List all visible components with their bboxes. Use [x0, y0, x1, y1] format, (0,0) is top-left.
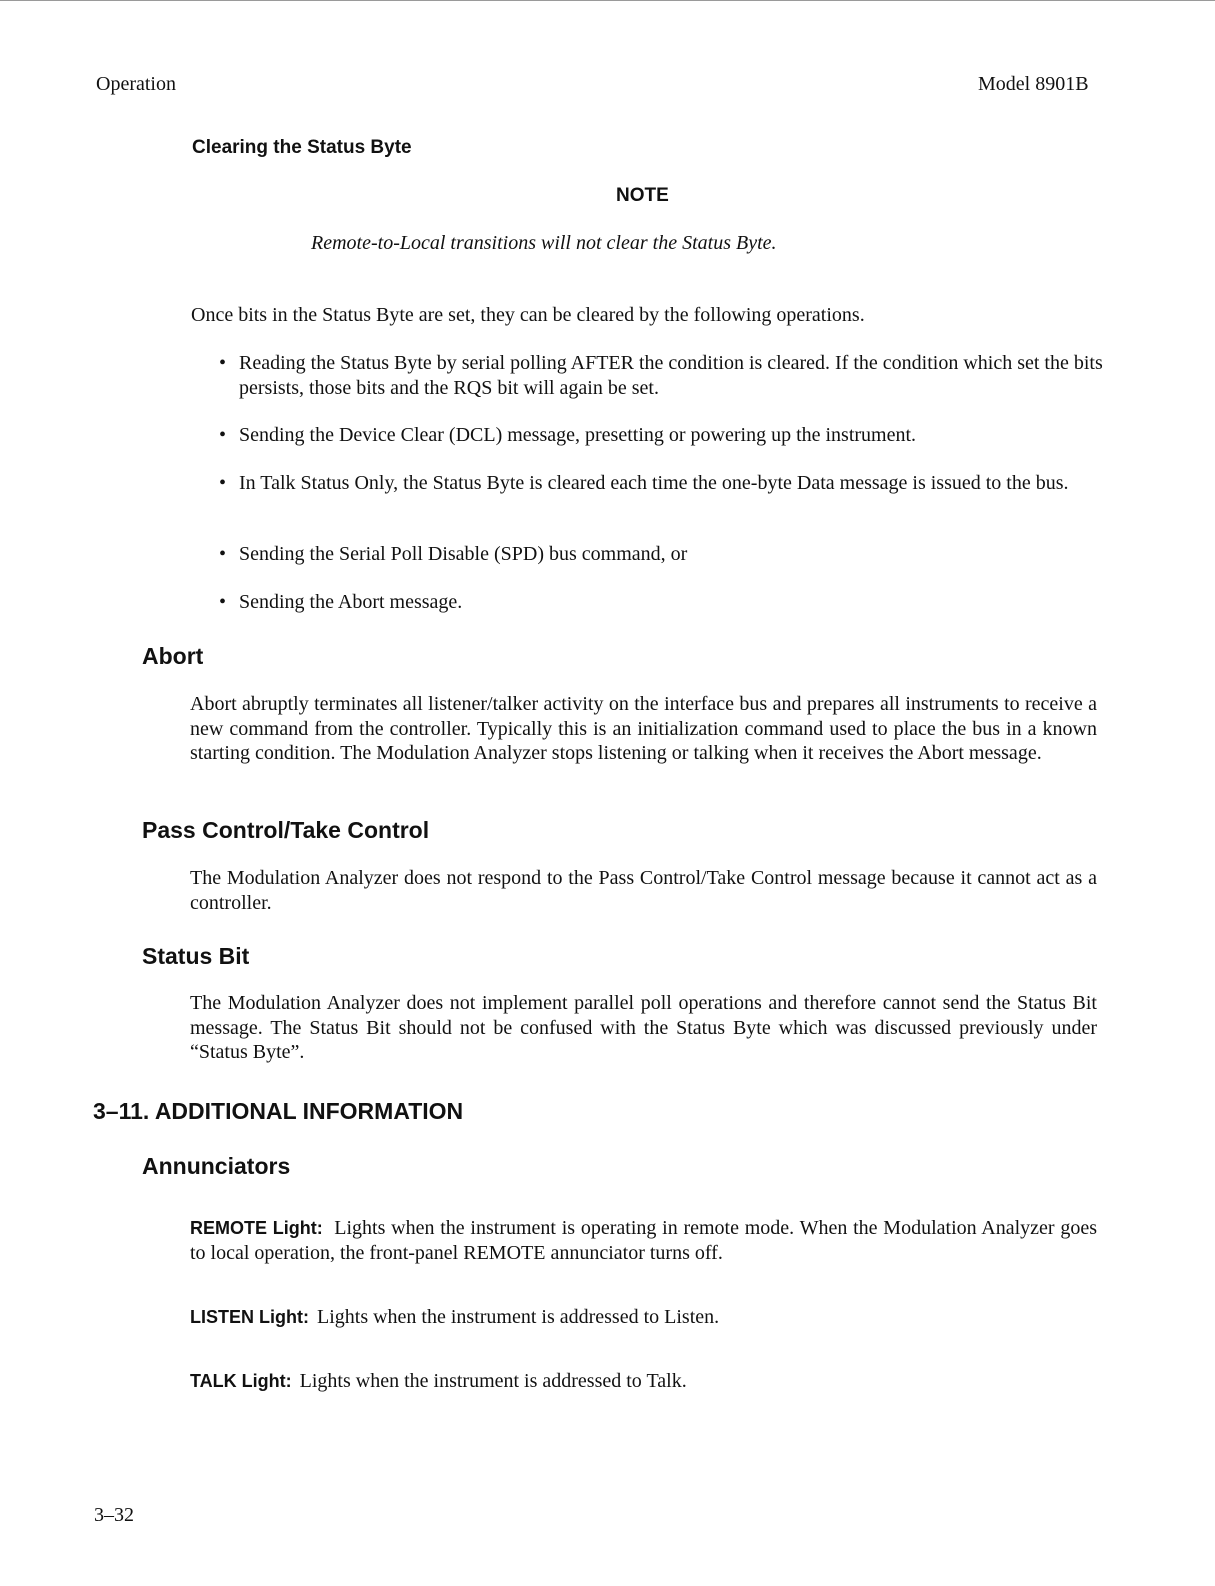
- abort-heading: Abort: [142, 643, 204, 669]
- bullet-icon: •: [219, 472, 227, 494]
- list-item: [219, 542, 1109, 567]
- clearing-status-byte-heading: Clearing the Status Byte: [192, 137, 412, 158]
- annunciators-heading: Annunciators: [142, 1153, 291, 1179]
- bullet-icon: •: [219, 352, 227, 374]
- list-item: [219, 590, 1109, 615]
- remote-light-label: REMOTE Light:: [190, 1218, 323, 1238]
- status-bit-body: The Modulation Analyzer does not implement parallel poll operations and therefore cannot send the Status Bit message. The Status Bit should not be confused with the Status Byte which was discussed previously under “Status Byte”.: [190, 992, 1097, 1063]
- list-item-text: In Talk Status Only, the Status Byte is cleared each time the one-byte Data message is issued to the bus.: [239, 472, 1069, 494]
- additional-information-heading: 3–11. ADDITIONAL INFORMATION: [93, 1098, 464, 1124]
- list-item-text: Sending the Abort message.: [239, 591, 463, 613]
- status-bit-heading: Status Bit: [142, 943, 250, 969]
- remote-light-entry: [190, 1216, 1097, 1265]
- bullet-icon: •: [219, 591, 227, 613]
- list-item-text: Reading the Status Byte by serial polling AFTER the condition is cleared. If the condition which set the bits persists, those bits and the RQS bit will again be set.: [239, 352, 1103, 399]
- header-section-label: Operation: [96, 73, 176, 95]
- header-model-label: Model 8901B: [978, 73, 1089, 95]
- pass-control-heading: Pass Control/Take Control: [142, 817, 430, 843]
- clearing-intro: Once bits in the Status Byte are set, they can be cleared by the following operations.: [191, 304, 865, 326]
- top-rule: [0, 0, 1215, 1]
- list-item: [219, 471, 1109, 521]
- talk-light-text: Lights when the instrument is addressed to Talk.: [299, 1370, 687, 1392]
- list-item: [219, 423, 1109, 448]
- bullet-icon: •: [219, 543, 227, 565]
- bullet-icon: •: [219, 424, 227, 446]
- pass-control-body: The Modulation Analyzer does not respond to the Pass Control/Take Control message because it cannot act as a controller.: [190, 867, 1097, 914]
- abort-body: Abort abruptly terminates all listener/talker activity on the interface bus and prepares all instruments to receive a new command from the controller. Typically this is an initialization command used to place the bus in a known starting condition. The Modulation Analyzer stops listening or talking when it receives the Abort message.: [190, 693, 1097, 764]
- note-text: Remote-to-Local transitions will not clear the Status Byte.: [311, 232, 777, 254]
- listen-light-text: Lights when the instrument is addressed to Listen.: [316, 1306, 720, 1328]
- page-number: 3–32: [94, 1504, 134, 1526]
- listen-light-label: LISTEN Light:: [190, 1307, 309, 1327]
- list-item-text: Sending the Device Clear (DCL) message, presetting or powering up the instrument.: [239, 424, 917, 446]
- note-label: NOTE: [616, 185, 669, 206]
- list-item: [219, 351, 1109, 401]
- remote-light-text: Lights when the instrument is operating in remote mode. When the Modulation Analyzer goes to local operation, the front-panel REMOTE annunciator turns off.: [190, 1217, 1097, 1264]
- list-item-text: Sending the Serial Poll Disable (SPD) bus command, or: [239, 543, 688, 565]
- talk-light-label: TALK Light:: [190, 1371, 292, 1391]
- listen-light-entry: [190, 1305, 719, 1331]
- talk-light-entry: [190, 1369, 687, 1395]
